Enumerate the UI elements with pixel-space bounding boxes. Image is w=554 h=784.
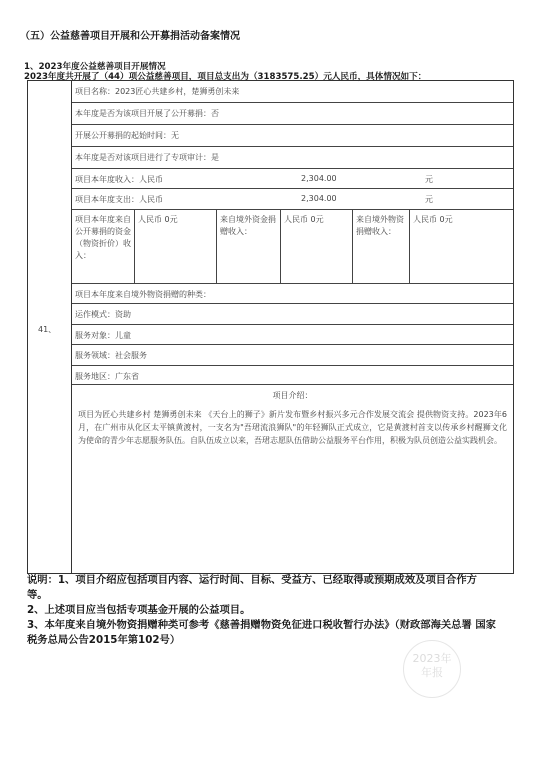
foreign-goods-value-cell xyxy=(410,210,513,283)
row-fundraising-start xyxy=(72,125,513,147)
public-fundraising: 本年度是否为该项目开展了公开募捐：否 xyxy=(75,109,219,118)
foreign-funds-value: 人民币 0元 xyxy=(284,215,324,224)
row-income xyxy=(72,169,513,189)
service-region: 服务地区：广东省 xyxy=(75,372,139,381)
stamp-year: 2023年 xyxy=(412,652,452,665)
project-intro-text: 项目为匠心共建乡村 楚狮勇创未来 《天台上的狮子》新片发布暨乡村振兴多元合作发展交流会 提供物资支持。2023年6月，在广州市从化区太平镇黄渡村，一支名为"吾珺流浪狮队"的年轻狮队正式成立，它是黄渡村首支以传承乡村醒狮文化为使命的青少年志愿服务队伍。自队伍成立以来，吾珺志愿队伍借助公益服务平台作用，积极为队员创造公益实践机会。 xyxy=(78,410,507,445)
foreign-funds-label: 来自境外资金捐赠收入： xyxy=(220,215,276,236)
project-details xyxy=(72,81,513,573)
foreign-funds-value-cell xyxy=(281,210,353,283)
note-3: 3、本年度来自境外物资捐赠种类可参考《慈善捐赠物资免征进口税收暂行办法》（财政部海关总署 国家税务总局公告2015年第102号） xyxy=(27,619,496,646)
service-field: 服务领域：社会服务 xyxy=(75,351,147,360)
project-table xyxy=(27,80,514,574)
annual-report-stamp xyxy=(403,640,461,698)
public-fundraising-income-label-cell xyxy=(72,210,135,283)
operation-mode: 运作模式：资助 xyxy=(75,310,131,319)
special-audit: 本年度是否对该项目进行了专项审计：是 xyxy=(75,153,219,162)
note-2: 2、上述项目应当包括专项基金开展的公益项目。 xyxy=(27,604,251,616)
row-service-target xyxy=(72,325,513,345)
row-operation-mode xyxy=(72,304,513,325)
stamp-label: 年报 xyxy=(421,666,443,679)
foreign-goods-label: 来自境外物资捐赠收入： xyxy=(356,215,404,236)
note-1: 说明：1、项目介绍应包括项目内容、运行时间、目标、受益方、已经取得或预期成效及项目合作方等。 xyxy=(27,574,477,601)
service-target: 服务对象：儿童 xyxy=(75,331,131,340)
public-fundraising-income-label: 项目本年度来自公开募捐的资金（物资折价）收入： xyxy=(75,215,131,260)
row-foreign-goods-types xyxy=(72,284,513,304)
expense-label: 项目本年度支出：人民币 xyxy=(75,195,163,204)
income-label: 项目本年度收入：人民币 xyxy=(75,175,163,184)
fundraising-start: 开展公开募捐的起始时间：无 xyxy=(75,131,179,140)
row-service-field xyxy=(72,345,513,366)
income-amount: 2,304.00 xyxy=(301,174,337,183)
row-income-breakdown xyxy=(72,210,513,284)
foreign-funds-label-cell xyxy=(217,210,281,283)
row-public-fundraising xyxy=(72,103,513,125)
foreign-goods-label-cell xyxy=(353,210,410,283)
expense-amount: 2,304.00 xyxy=(301,194,337,203)
row-project-intro xyxy=(72,385,513,573)
subheading: 1、2023年度公益慈善项目开展情况 xyxy=(24,62,166,72)
project-name: 项目名称：2023匠心共建乡村，楚狮勇创未来 xyxy=(75,87,240,96)
row-expense xyxy=(72,189,513,210)
project-intro-title: 项目介绍： xyxy=(272,391,313,400)
public-fundraising-income-value: 人民币 0元 xyxy=(138,215,178,224)
summary-line: 2023年度共开展了（44）项公益慈善项目，项目总支出为（3183575.25）元人民币，具体情况如下： xyxy=(24,72,427,82)
notes xyxy=(27,573,497,648)
row-project-name xyxy=(72,81,513,103)
row-service-region xyxy=(72,366,513,385)
foreign-goods-types: 项目本年度来自境外物资捐赠的种类： xyxy=(75,290,211,299)
expense-unit: 元 xyxy=(425,195,433,204)
public-fundraising-income-value-cell xyxy=(135,210,217,283)
row-special-audit xyxy=(72,147,513,169)
foreign-goods-value: 人民币 0元 xyxy=(413,215,453,224)
project-index: 41、 xyxy=(38,325,57,334)
project-index-cell xyxy=(28,81,72,573)
section-title: （五）公益慈善项目开展和公开募捐活动备案情况 xyxy=(20,31,240,42)
income-unit: 元 xyxy=(425,175,433,184)
